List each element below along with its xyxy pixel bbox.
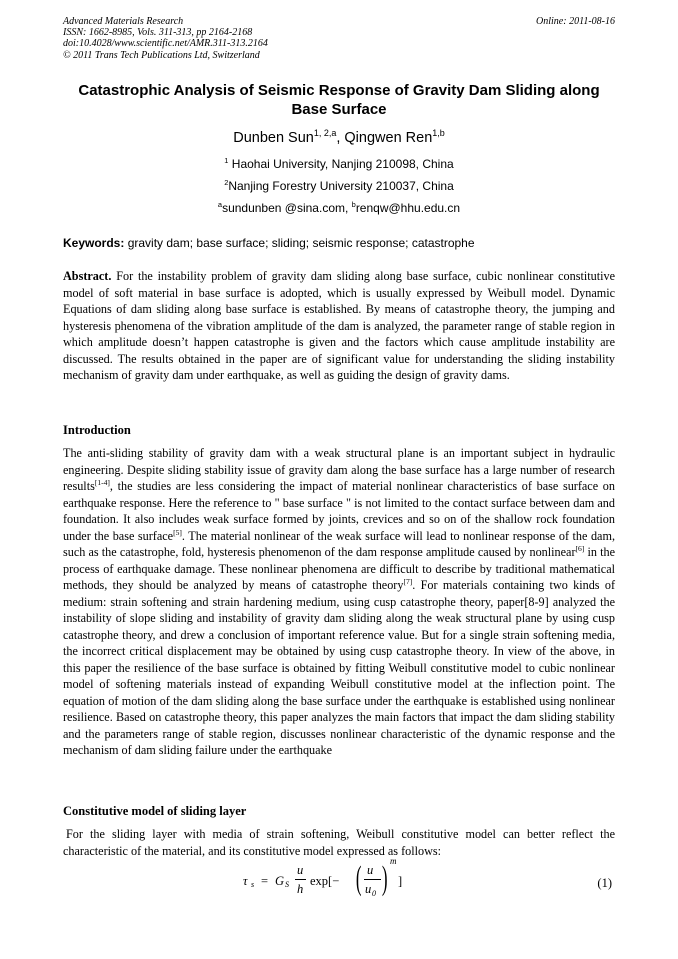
keywords-text: gravity dam; base surface; sliding; seismic response; catastrophe [127,236,475,250]
email-a: sundunben @sina.com, [222,201,349,215]
affiliation-text: Haohai University, Nanjing 210098, China [231,157,454,171]
equation-body [243,858,463,904]
online-date: Online: 2011-08-16 [536,16,615,27]
affiliation-superscript: 1 [224,156,229,165]
paper-title: Catastrophic Analysis of Seismic Response of Gravity Dam Sliding along Base Surface [78,82,600,118]
keywords-label: Keywords: [63,236,125,250]
eq-equals: = [261,874,269,888]
intro-text: . The material nonlinear of the weak surface will lead to nonlinear response of the dam, such as the catastrophe, fold, hysteresis phenomenon of the dam response amplitude caused by nonlinear [63,528,615,559]
eq-exp: exp[− [310,874,340,888]
author-superscript: 1, 2,a [313,128,337,139]
journal-header [63,16,615,61]
copyright-line: © 2011 Trans Tech Publications Ltd, Switzerland [63,49,260,61]
author-superscript: 1,b [432,128,445,139]
eq-right-paren: ) [381,860,388,897]
citation: [6] [575,543,585,553]
affiliation-2 [63,179,615,193]
author-separator: , [336,130,341,146]
eq-left-paren: ( [355,860,362,897]
abstract-text: For the instability problem of gravity dam sliding along base surface, cubic nonlinear constitutive model of soft material in base surface is adopted, which is usually expressed by Weibull model. Dynamic Equations of dam sliding along base surface is established. By means of catastrophe theory, the jumping and hysteresis phenomena of the vibration amplitude of the dam is analyzed, the parameter range of stable region in which amplitude doesn’t happen catastrophe is given and the factors which cause amplitude instability are discussed. The results obtained in the paper are of significant value for understanding the sliding instability mechanism of gravity dam under earthquake, as well as guiding the design of gravity dams. [63,269,615,382]
abstract [63,268,615,384]
eq-G: G [275,874,285,888]
affiliation-text: Nanjing Forestry University 210037, China [228,179,454,193]
eq-G-sub: S [285,880,289,889]
abstract-label: Abstract. [63,269,112,283]
introduction-body [63,445,615,759]
eq-denominator-h: h [297,882,304,896]
intro-text: , the studies are less considering the impact of material nonlinear characteristics of base surface on earthquake response. Here the reference to " base surface " is not limited to the contact surface between dam and foundation. It also includes weak surface formed by joints, crevices and so on of the shallow rock foundation under the base surface [63,479,615,543]
author-name: Dunben Sun [233,130,314,146]
eq-exponent-m: m [390,856,397,866]
journal-name: Advanced Materials Research [63,16,184,27]
issn-line: ISSN: 1662-8985, Vols. 311-313, pp 2164-2168 [63,27,253,39]
constitutive-body: For the sliding layer with media of strain softening, Weibull constitutive model can better reflect the characteristic of the material, and its constitutive model expressed as follows: [63,827,615,858]
equation-1 [63,858,615,904]
eq-u0: u [365,882,372,896]
intro-text: in the process of earthquake damage. These nonlinear phenomena are difficult to describe by traditional mathematical methods, they should be analyzed by means of catastrophe theory [63,545,615,592]
intro-text: . For materials containing two kinds of medium: strain softening and strain hardening medium, using cusp catastrophe theory, paper[8-9] analyzed the instability of slope sliding and instability of gravity dam sliding along the weak structural plane by using cusp catastrophe theory, and drew a conclusion of important reference value. But for a single strain softening media, the incorrect critical displacement may be obtained by using cusp catastrophe theory. In view of the above, in this paper the resilience of the base surface is obtained by fitting Weibull constitutive model to cubic nonlinear model of softening materials instead of expanding Weibull constitutive model at the inflection point. The equation of motion of the dam sliding along the base surface under the earthquake is established using nonlinear resilience. Based on catastrophe theory, this paper analyzes the main factors that impact the dam sliding stability and the parameters range of stable region, discusses nonlinear characteristic of the dynamic response and the mechanism of dam sliding failure under the earthquake [63,578,616,757]
affiliation-1 [63,157,615,171]
eq-tau-sub: s [251,880,255,889]
section-heading-introduction: Introduction [63,423,131,437]
eq-tau: τ [243,874,248,888]
eq-inner-fraction-bar [364,879,381,880]
email-superscript: b [351,200,356,209]
intro-text: The anti-sliding stability of gravity dam with a weak structural plane is an important subject in hydraulic engineering. Despite sliding stability issue of gravity dam along the base surface has a large number of research results [63,446,615,493]
equation-number: (1) [597,876,612,890]
eq-u0-sub: 0 [372,889,376,898]
email-b: renqw@hhu.edu.cn [355,201,461,215]
eq-fraction-bar [295,879,306,880]
citation: [5] [173,527,182,537]
eq-close-bracket: ] [398,874,403,888]
email-line [63,201,615,215]
eq-inner-u: u [367,863,374,877]
affiliation-superscript: 2 [224,178,229,187]
citation: [1-4] [94,477,110,487]
author-name: Qingwen Ren [344,130,433,146]
email-superscript: a [217,200,223,209]
eq-numerator-u: u [297,863,304,877]
doi-line: doi:10.4028/www.scientific.net/AMR.311-313.2164 [63,38,268,50]
citation: [7] [403,576,413,586]
keywords [63,236,615,250]
author-list [63,130,615,146]
section-heading-constitutive: Constitutive model of sliding layer [63,804,247,818]
